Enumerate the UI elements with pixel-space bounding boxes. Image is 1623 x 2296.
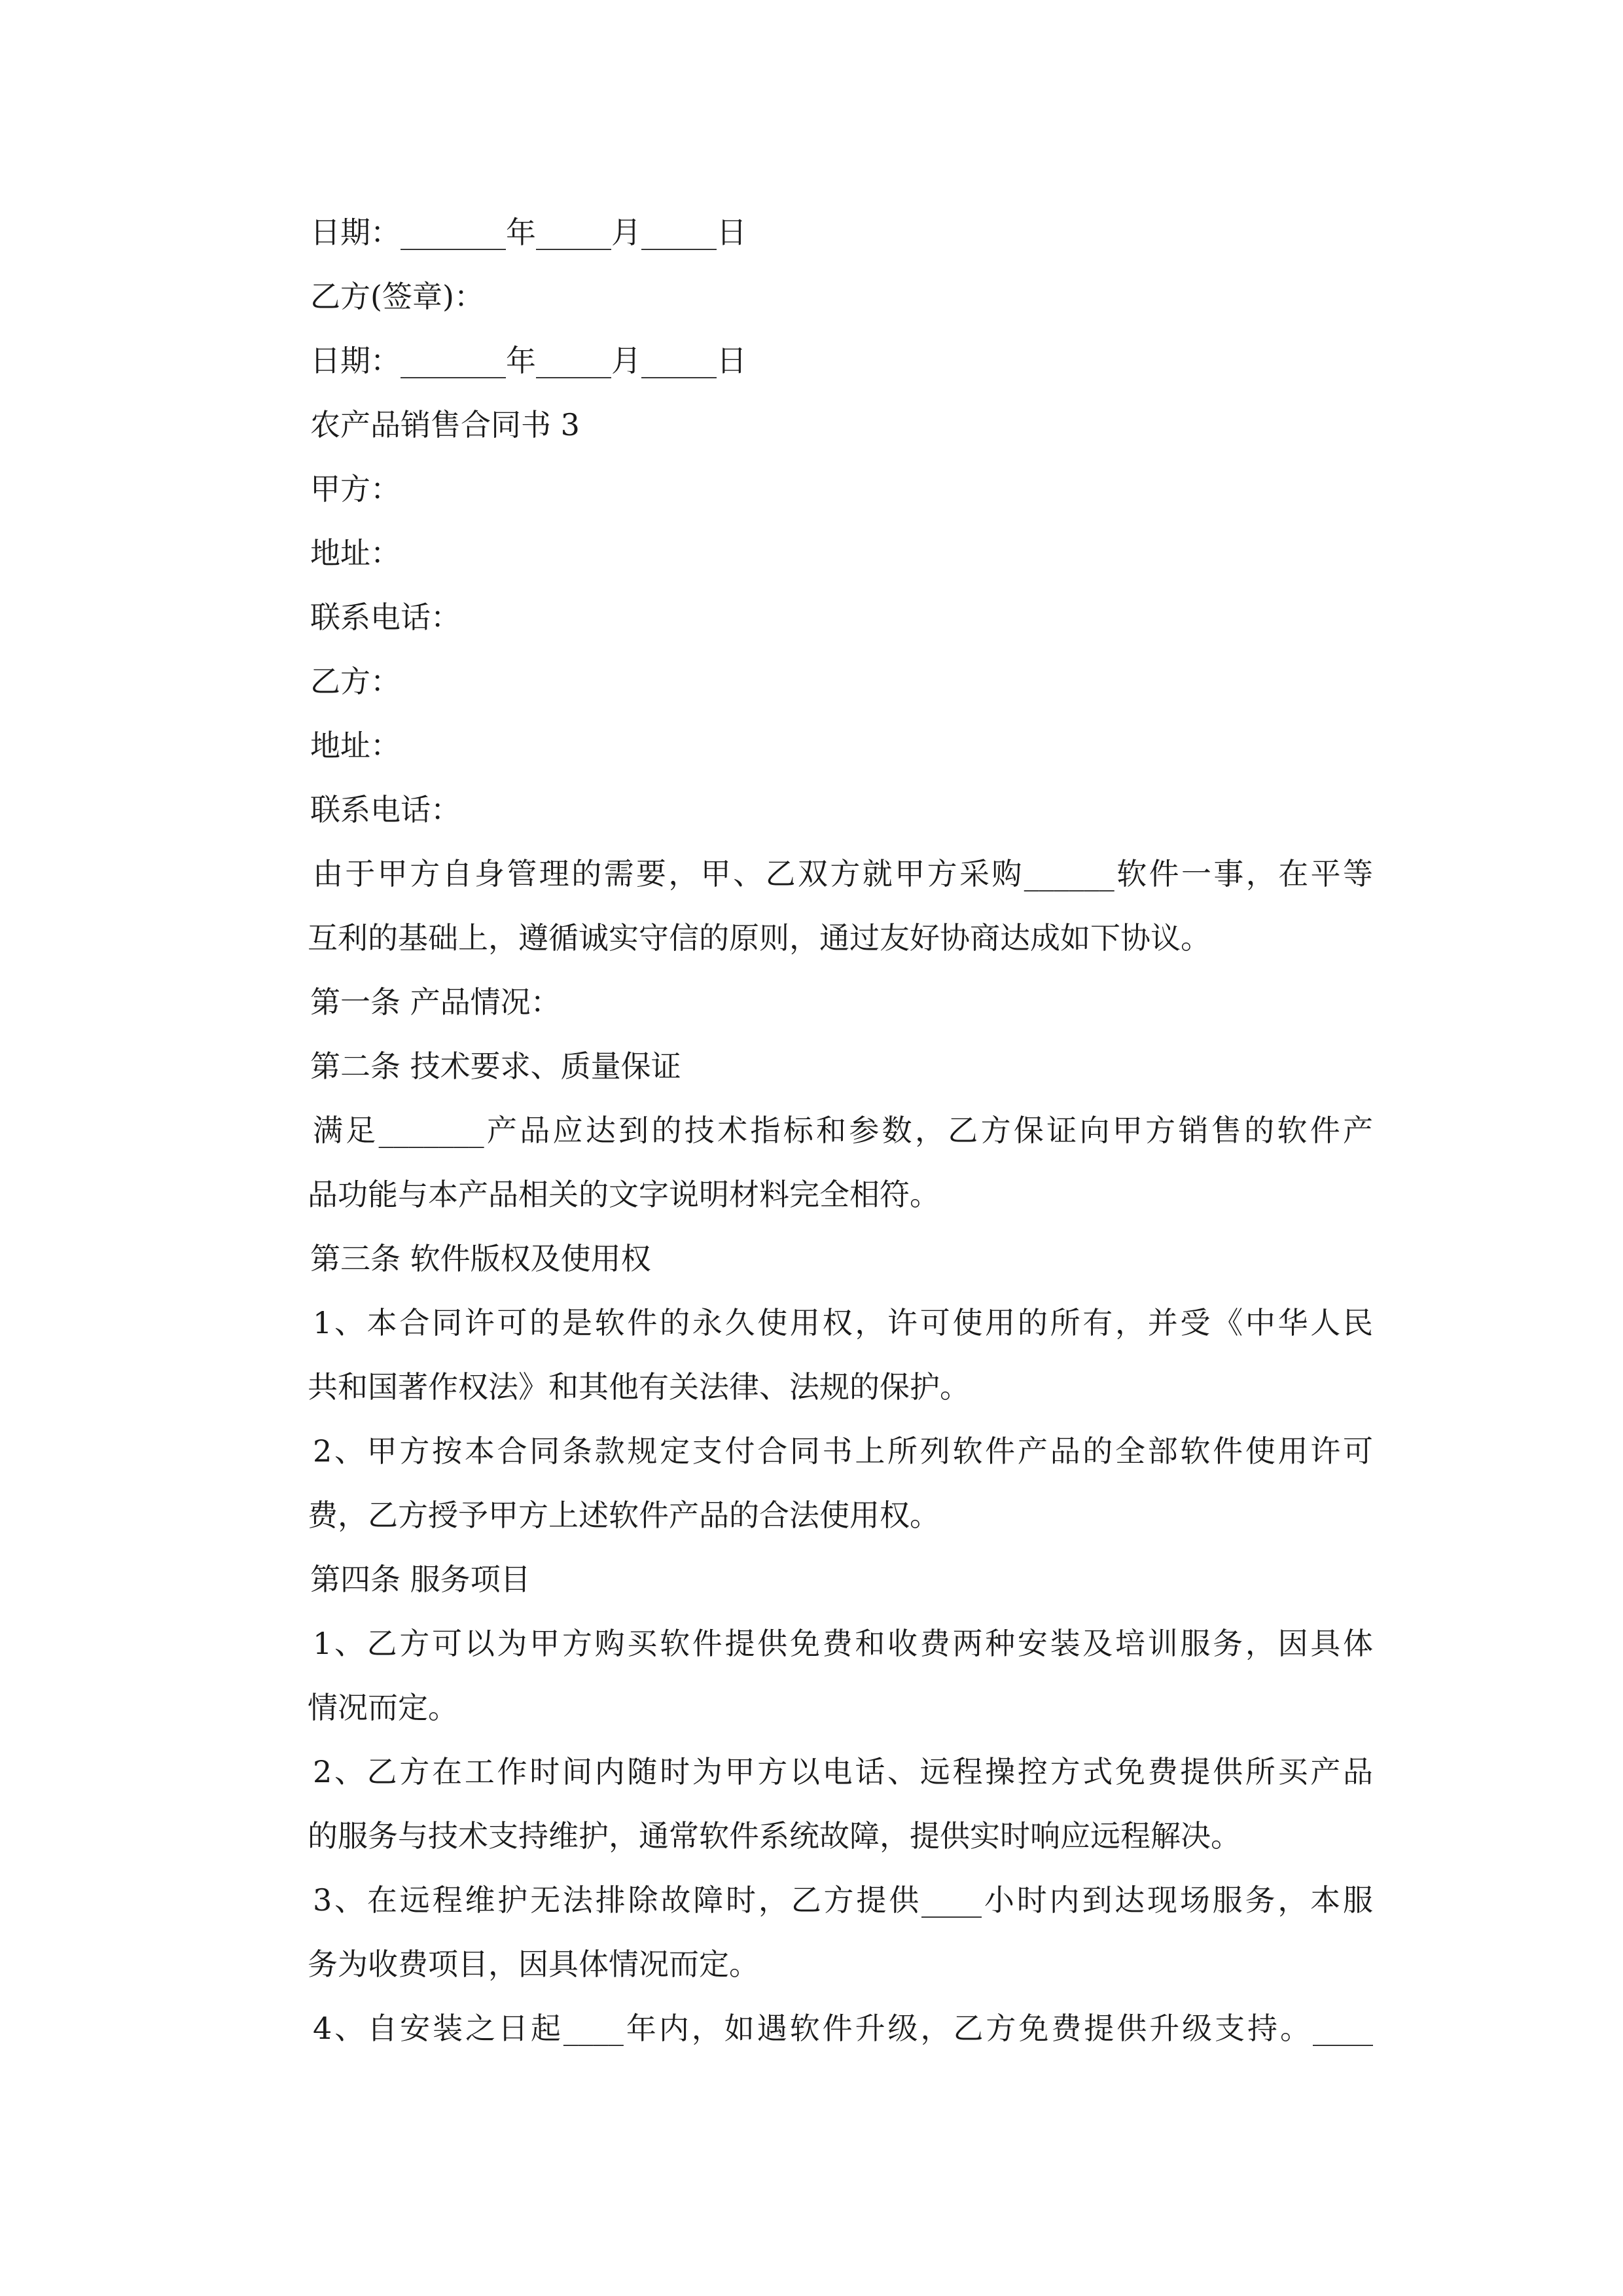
party-b-line: 乙方： — [310, 664, 401, 699]
article-3-item-1-line-2: 共和国著作权法》和其他有关法律、法规的保护。 — [308, 1369, 970, 1405]
article-4-item-3-line-2: 务为收费项目，因具体情况而定。 — [308, 1946, 759, 1982]
date-line-1: 日期：_______年_____月_____日 — [310, 215, 747, 250]
intro-paragraph — [308, 842, 1373, 970]
article-3-heading: 第三条 软件版权及使用权 — [310, 1241, 651, 1276]
article-4-item-1 — [308, 1611, 1373, 1740]
party-b-signature-line: 乙方(签章)： — [310, 279, 484, 314]
article-4-item-1-line-2: 情况而定。 — [308, 1690, 458, 1725]
party-a-line: 甲方： — [310, 471, 401, 507]
article-2-line-1: 满足_______产品应达到的技术指标和参数，乙方保证向甲方销售的软件产 — [313, 1113, 1373, 1148]
article-4-item-1-line-1: 1、乙方可以为甲方购买软件提供免费和收费两种安装及培训服务，因具体 — [313, 1626, 1373, 1661]
article-4-heading: 第四条 服务项目 — [310, 1562, 531, 1597]
party-a-phone: 联系电话： — [310, 600, 461, 635]
party-a-address: 地址： — [310, 535, 401, 571]
article-2-paragraph — [308, 1098, 1373, 1227]
article-4-item-3-line-1: 3、在远程维护无法排除故障时，乙方提供____小时内到达现场服务，本服 — [313, 1882, 1373, 1918]
article-4-item-2-line-1: 2、乙方在工作时间内随时为甲方以电话、远程操控方式免费提供所买产品 — [313, 1754, 1373, 1789]
party-b-address: 地址： — [310, 728, 401, 763]
party-b-phone: 联系电话： — [310, 792, 461, 827]
contract-title: 农产品销售合同书 3 — [310, 407, 580, 442]
article-2-heading: 第二条 技术要求、质量保证 — [310, 1049, 681, 1084]
article-1-heading: 第一条 产品情况： — [310, 984, 561, 1020]
article-4-item-4-line-1: 4、自安装之日起____年内，如遇软件升级，乙方免费提供升级支持。____ — [313, 2011, 1373, 2046]
date-line-2: 日期：_______年_____月_____日 — [310, 343, 747, 378]
article-4-item-2-line-2: 的服务与技术支持维护，通常软件系统故障，提供实时响应远程解决。 — [308, 1818, 1241, 1854]
article-4-item-4 — [308, 1996, 1373, 2060]
article-4-item-2 — [308, 1740, 1373, 1868]
article-3-item-2-line-1: 2、甲方按本合同条款规定支付合同书上所列软件产品的全部软件使用许可 — [313, 1433, 1373, 1469]
article-3-item-2-line-2: 费，乙方授予甲方上述软件产品的合法使用权。 — [308, 1498, 940, 1533]
article-3-item-1-line-1: 1、本合同许可的是软件的永久使用权，许可使用的所有，并受《中华人民 — [313, 1305, 1373, 1340]
article-3-item-2 — [308, 1419, 1373, 1547]
intro-line-1: 由于甲方自身管理的需要，甲、乙双方就甲方采购______软件一事，在平等 — [313, 856, 1373, 891]
document-body — [308, 200, 1373, 2060]
article-3-item-1 — [308, 1291, 1373, 1419]
intro-line-2: 互利的基础上，遵循诚实守信的原则，通过友好协商达成如下协议。 — [308, 920, 1211, 956]
article-2-line-2: 品功能与本产品相关的文字说明材料完全相符。 — [308, 1177, 940, 1212]
article-4-item-3 — [308, 1868, 1373, 1996]
